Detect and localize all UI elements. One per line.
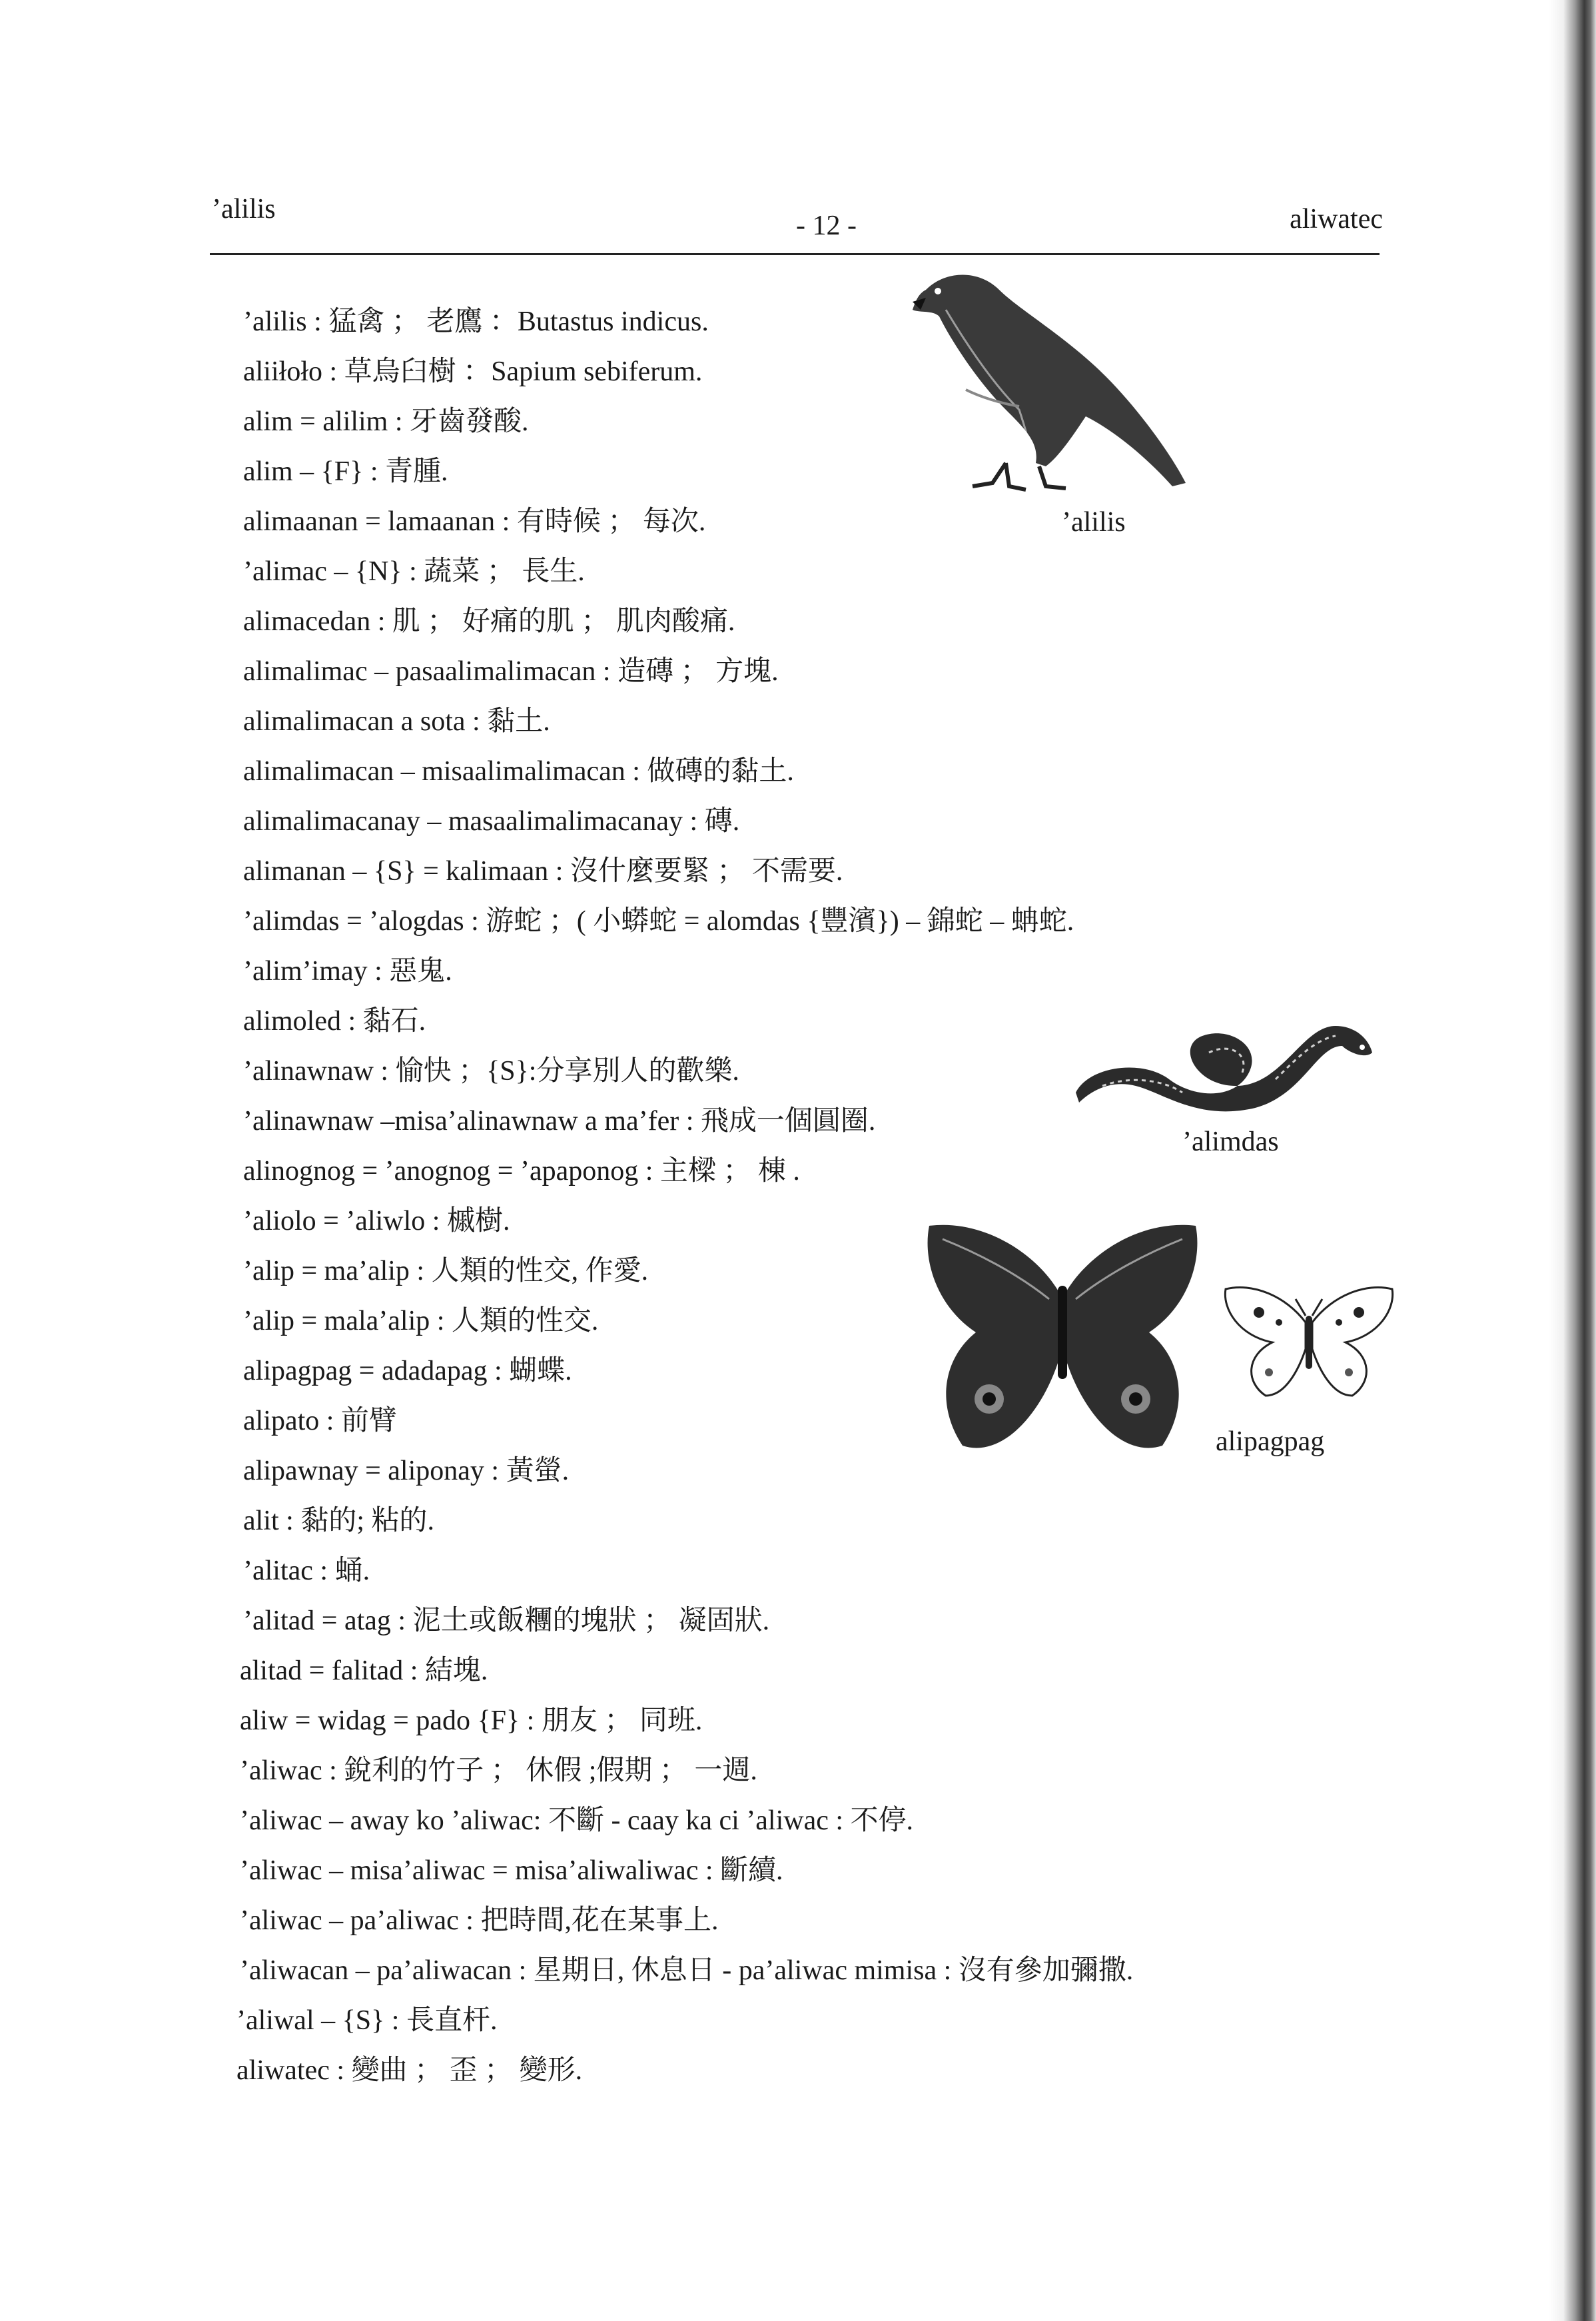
dictionary-entry: alimacedan : 肌 ； 好痛的肌 ； 肌肉酸痛.	[243, 606, 735, 637]
dictionary-entry: alipagpag = adadapag : 蝴蝶.	[243, 1356, 572, 1386]
header-left-word: ’alilis	[212, 194, 276, 225]
page-number: - 12 -	[796, 211, 857, 241]
dictionary-entry: aliwatec : 變曲 ； 歪 ； 變形.	[236, 2055, 583, 2086]
dictionary-entry: ’alitad = atag : 泥土或飯糰的塊狀 ； 凝固狀.	[243, 1606, 770, 1636]
header-rule	[210, 253, 1380, 255]
dictionary-entry: ’aliwac – pa’aliwac : 把時間,花在某事上.	[240, 1905, 719, 1936]
dictionary-entry: ’aliolo = ’aliwlo : 槭樹.	[243, 1206, 510, 1236]
dictionary-entry: ’aliwal – {S} : 長直杆.	[236, 2005, 498, 2036]
hawk-illustration	[906, 263, 1192, 503]
hawk-caption: ’alilis	[1062, 507, 1126, 538]
dictionary-entry: alipato : 前臂	[243, 1406, 397, 1436]
dictionary-entry: ’alimdas = ’alogdas : 游蛇 ；( 小蟒蛇 = alomdas {豐濱}) – 錦蛇 – 蚺蛇.	[243, 906, 1074, 937]
dictionary-entry: alipawnay = aliponay : 黃螢.	[243, 1456, 570, 1486]
dictionary-entry: alimanan – {S} = kalimaan : 沒什麼要緊 ； 不需要.	[243, 856, 843, 887]
dictionary-entry: ’alip = ma’alip : 人類的性交, 作愛.	[243, 1256, 649, 1286]
dictionary-entry: ’alilis : 猛禽 ； 老鷹 ：Butastus indicus.	[243, 306, 709, 337]
dictionary-entry: ’alimac – {N} : 蔬菜 ； 長生.	[243, 556, 585, 587]
dictionary-entry: ’alinawnaw : 愉快 ；{S}:分享別人的歡樂.	[243, 1056, 739, 1087]
dictionary-entry: ’aliwac – misa’aliwac = misa’aliwaliwac : 斷續.	[240, 1855, 783, 1886]
dictionary-entry: aliiłoło : 草烏臼樹 ：Sapium sebiferum.	[243, 356, 703, 387]
butterfly-caption: alipagpag	[1216, 1426, 1325, 1457]
dictionary-entry: ’alip = mala’alip : 人類的性交.	[243, 1306, 599, 1336]
butterfly-small-illustration	[1219, 1276, 1399, 1402]
dictionary-entry: alim = alilim : 牙齒發酸.	[243, 406, 529, 437]
dictionary-entry: ’aliwac : 銳利的竹子 ； 休假 ;假期 ； 一週.	[240, 1755, 757, 1786]
dictionary-entry: alimalimacan a sota : 黏土.	[243, 706, 550, 737]
dictionary-entry: ’aliwacan – pa’aliwacan : 星期日, 休息日 - pa’aliwac mimisa : 沒有參加彌撒.	[240, 1955, 1134, 1986]
dictionary-entry: alim – {F} : 青腫.	[243, 456, 448, 487]
dictionary-entry: alimalimacanay – masaalimalimacanay : 磚.	[243, 806, 740, 837]
dictionary-entry: ’alitac : 蛹.	[243, 1556, 370, 1586]
dictionary-entry: alimalimac – pasaalimalimacan : 造磚 ； 方塊.	[243, 656, 779, 687]
dictionary-entry: alit : 黏的; 粘的.	[243, 1506, 434, 1536]
scan-edge-shadow	[1549, 0, 1596, 2321]
dictionary-entry: ’aliwac – away ko ’aliwac: 不斷 - caay ka ci ’aliwac : 不停.	[240, 1805, 914, 1836]
dictionary-entry: ’alinawnaw –misa’alinawnaw a ma’fer : 飛成一個圓圈.	[243, 1106, 876, 1137]
dictionary-entry: alitad = falitad : 結塊.	[240, 1655, 488, 1686]
butterfly-large-illustration	[916, 1212, 1209, 1466]
snake-illustration	[1062, 986, 1382, 1119]
dictionary-entry: alimalimacan – misaalimalimacan : 做磚的黏土.	[243, 756, 794, 787]
snake-caption: ’alimdas	[1182, 1127, 1279, 1157]
header-right-word: aliwatec	[1290, 204, 1383, 234]
dictionary-entry: aliw = widag = pado {F} : 朋友 ； 同班.	[240, 1705, 703, 1736]
dictionary-entry: alinognog = ’anognog = ’apaponog : 主樑 ； 棟 .	[243, 1156, 800, 1186]
dictionary-entry: ’alim’imay : 惡鬼.	[243, 956, 452, 987]
dictionary-entry: alimaanan = lamaanan : 有時候 ； 每次.	[243, 506, 706, 537]
dictionary-entry: alimoled : 黏石.	[243, 1006, 426, 1037]
